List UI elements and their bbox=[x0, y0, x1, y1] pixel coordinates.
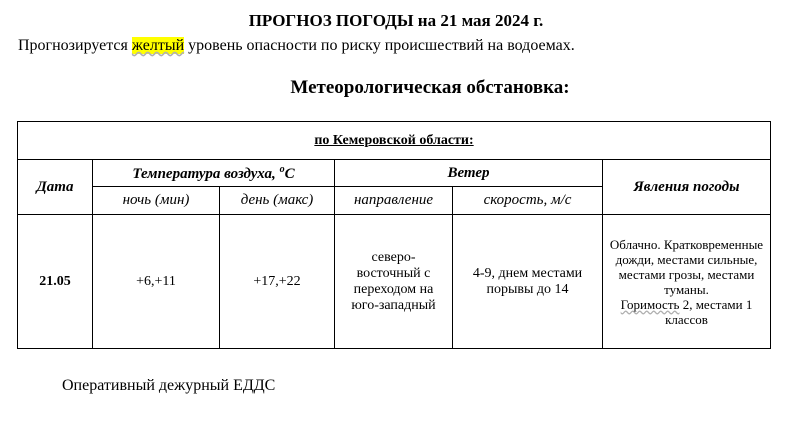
cell-night-temp: +6,+11 bbox=[93, 215, 220, 349]
header-phenomena: Явления погоды bbox=[603, 160, 771, 215]
header-temperature-label: Температура воздуха, bbox=[132, 165, 280, 182]
danger-level-notice bbox=[18, 37, 575, 55]
cell-wind-speed: 4-9, днем местами порывы до 14 bbox=[453, 215, 603, 349]
header-wind: Ветер bbox=[335, 160, 603, 187]
subheader-night: ночь (мин) bbox=[93, 187, 220, 215]
subheader-day: день (макс) bbox=[220, 187, 335, 215]
subheader-speed: скорость, м/с bbox=[453, 187, 603, 215]
danger-level-highlight: желтый bbox=[131, 37, 185, 54]
table-row bbox=[18, 215, 771, 349]
header-row bbox=[18, 160, 771, 187]
meteo-heading: Метеорологическая обстановка: bbox=[290, 77, 570, 98]
notice-text-start: Прогнозируется bbox=[18, 37, 132, 54]
notice-text-end: уровень опасности по риску происшествий на водоемах. bbox=[184, 37, 575, 54]
fire-class-text: 2, местами 1 классов bbox=[665, 296, 753, 327]
phenomena-text: Облачно. Кратковременные дожди, местами сильные, местами грозы, местами туманы. bbox=[609, 236, 764, 297]
subheader-direction: направление bbox=[335, 187, 453, 215]
cell-phenomena bbox=[603, 215, 771, 349]
region-row bbox=[18, 122, 771, 160]
cell-wind-direction: северо-восточный с переходом на юго-западный bbox=[335, 215, 453, 349]
temperature-unit: С bbox=[284, 165, 295, 182]
header-temperature bbox=[93, 160, 335, 187]
fire-class-term: Горимость bbox=[620, 296, 680, 312]
page-title: ПРОГНОЗ ПОГОДЫ на 21 мая 2024 г. bbox=[248, 11, 544, 30]
region-title: по Кемеровской области: bbox=[18, 122, 771, 160]
degree-sup: о bbox=[279, 163, 285, 175]
cell-date: 21.05 bbox=[18, 215, 93, 349]
cell-day-temp: +17,+22 bbox=[220, 215, 335, 349]
header-date: Дата bbox=[18, 160, 93, 215]
footer-signature: Оперативный дежурный ЕДДС bbox=[62, 377, 276, 394]
forecast-table bbox=[17, 121, 771, 349]
